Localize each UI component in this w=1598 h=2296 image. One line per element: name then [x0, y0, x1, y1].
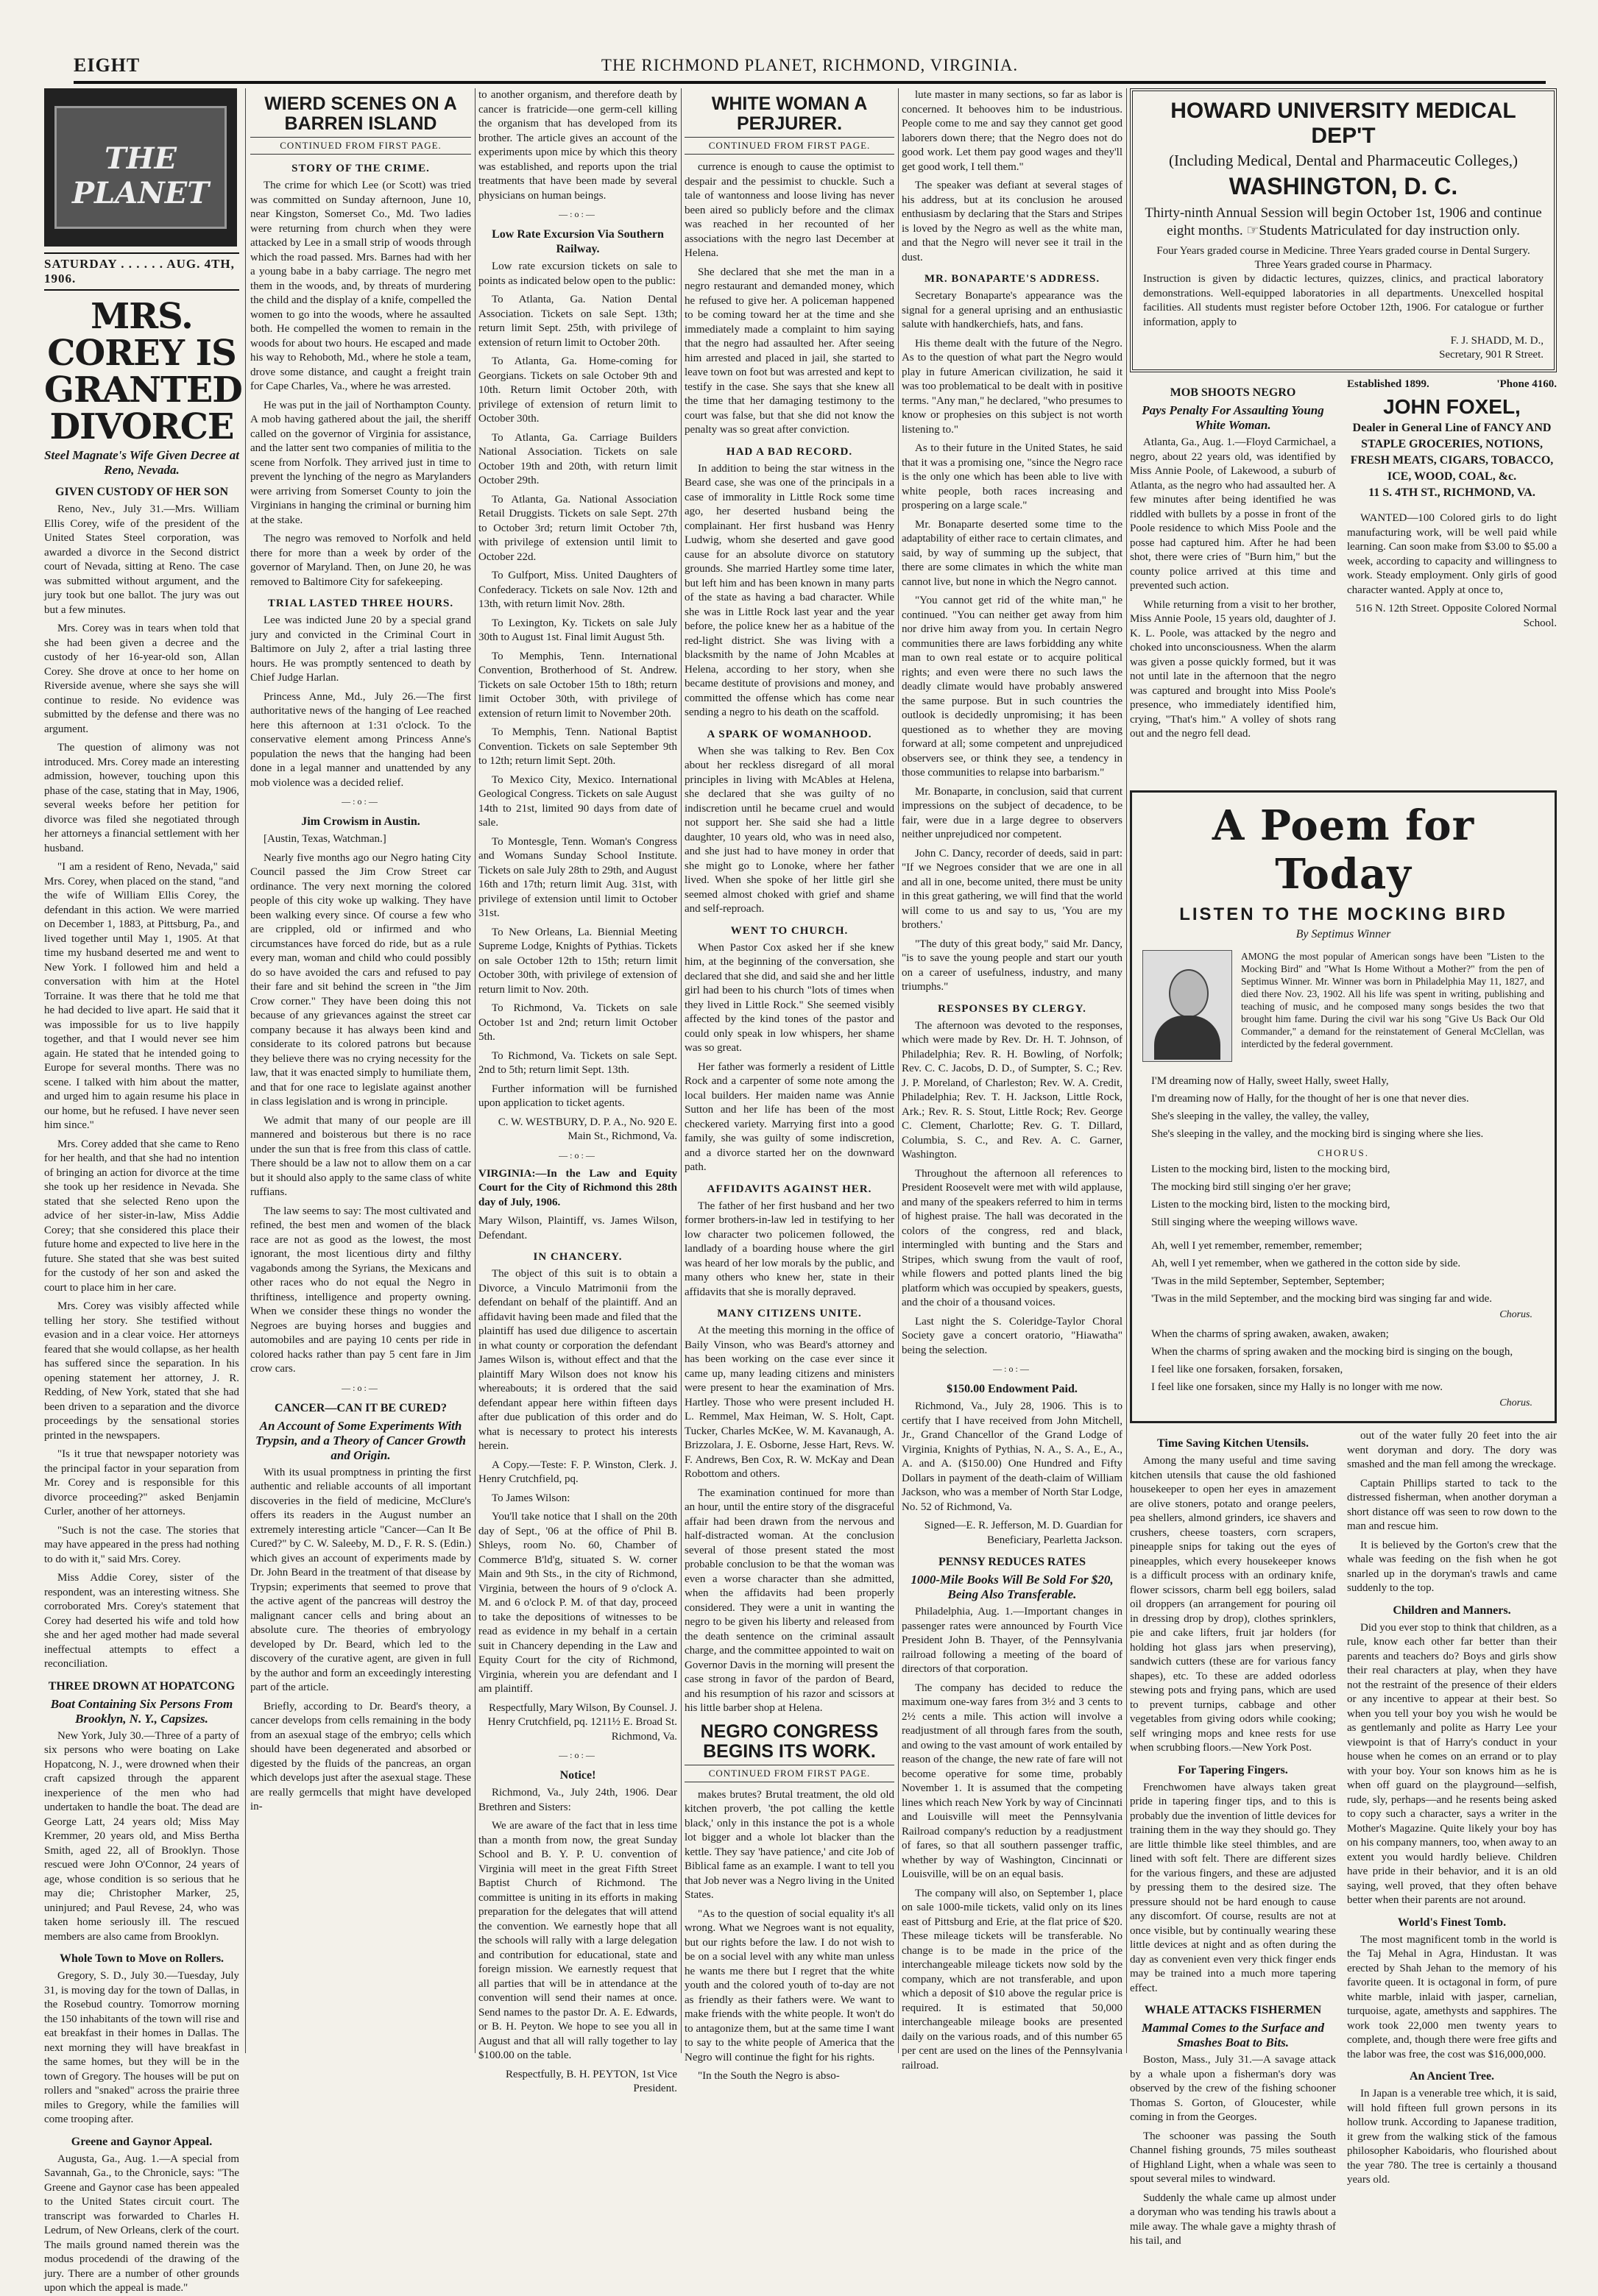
paragraph: The question of alimony was not introduced. Mrs. Corey made an interesting admission, however, touching upon this phase of the case, stating that in May, 1906, several weeks before her petition for divorce was filed she negotiated through her attorneys a financial settlement with her husband. — [44, 742, 239, 854]
column-1 — [44, 88, 242, 2294]
paragraph: Suddenly the whale came up almost under a doryman who was tending his trawls about a mile away. The whale gave a mighty thrash of his tail, and — [1130, 2192, 1336, 2247]
verse-line: I feel like one forsaken, forsaken, forsaken, — [1151, 1364, 1343, 1375]
paragraph: She declared that she met the man in a negro restaurant and demanded money, which he refused to give her. A policeman happened to be coming toward her at the time and she immediately made a complaint to him saying that the negro had assaulted her. After seeing him arrested and placed in jail, she started to leave town on foot but was arrested and kept to testify in the case. She says that she knew all the time that her damaging testimony to the court was false, but that she did not know the penalty was so great after conviction. — [685, 266, 894, 436]
headline-drowned: THREE DROWN AT HOPATCONG — [48, 1679, 236, 1693]
paragraph: The law seems to say: The most cultivated and refined, the best men and women of the black race are not as good as the lowest, the most ignorant, the most licentious dirty and filthy vagabonds among the Syrians, the Mexicans and other races who do not equal the Negro in thriftiness, intelligence and property owning. When we consider these things no wonder the Negroes are buying horses and buggies and automobiles and are paying 10 cents per ride in colored hacks rather than pay 5 cent fare in Jim crow cars. — [250, 1205, 471, 1375]
poem-intro: AMONG the most popular of American songs have been "Listen to the Mocking Bird" and "What Is Home Without a Mother?" from the pen of Septimus Winner. Mr. Winner was born in Philadelphia May 11, 1827, and died there Nov. 23, 1902. All his life was spent in writing, publishing and teaching of music, and he composed many songs besides the two that brought him fame. During the civil war his song "Give Us Back Our Old Commander," a demand for the reinstatement of General McClellan, was interdicted by the federal government. — [1241, 951, 1544, 1049]
separator: —:o:— — [559, 1149, 597, 1161]
column-rule — [245, 88, 246, 2053]
ad-body: Instruction is given by didactic lectures, quizzes, clinics, and practical laboratory demonstrations. Well-equipped laboratories in all departments. Unexcelled hospital facilities. All students must register before October 12th, 1906. For catalogue or further information, apply to — [1143, 273, 1544, 328]
article-mob — [1130, 378, 1336, 746]
paragraph: Philadelphia, Aug. 1.—Important changes in passenger rates were announced by Fourth Vice President John B. Thayer, of the Pennsylvania railroad following a meeting of the board of directors of that corporation. — [902, 1606, 1123, 1675]
foxel-address: 11 S. 4TH ST., RICHMOND, VA. — [1368, 486, 1535, 499]
bottom-left — [1130, 1429, 1336, 2253]
paragraph: A Copy.—Teste: F. P. Winston, Clerk. J. Henry Crutchfield, pq. — [478, 1459, 677, 1485]
paragraph: makes brutes? Brutal treatment, the old old kitchen proverb, 'the pot calling the kettle black,' only in this instance the pot is a whole lot bigger and a whole lot blacker than the kettle. They say 'have patience,' and cite Job of Biblical fame as an example. I want to tell you that Job never was a Negro living in the United States. — [685, 1788, 894, 1901]
paragraph: Captain Phillips started to tack to the distressed fisherman, when another doryman a short distance off was seen to row down to the man and rescue him. — [1347, 1477, 1557, 1532]
foxel-topline — [1347, 378, 1557, 391]
portrait-face — [1169, 969, 1209, 1018]
article-congress — [685, 1788, 894, 2084]
paragraph: Miss Addie Corey, sister of the respondent, was an interesting witness. She corroborated Mrs. Corey's statement that Corey had deserted his wife and told how she and her aged mother had made several ineffectual attempts to effect a reconciliation. — [44, 1572, 239, 1670]
column-5 — [902, 88, 1123, 2072]
verse-line: Listen to the mocking bird, listen to the mocking bird, — [1151, 1163, 1390, 1175]
logo-text: THE PLANET — [71, 141, 210, 210]
separator: —:o:— — [342, 1382, 380, 1393]
paragraph: To Atlanta, Ga. Home-coming for Georgians. Tickets on sale October 9th and 10th. Return limit October 20th, with privilege of extension of return limit to October 30th. — [478, 355, 677, 425]
headline-negro-congress: NEGRO CONGRESS BEGINS ITS WORK. — [700, 1721, 879, 1762]
paragraph: New York, July 30.—Three of a party of six persons who were boating on Lake Hopatcong, N. J., were drowned when their craft capsized through the apparent inexperience of the men who had undertaken to handle the boat. The dead are George Latt, 24 years old; Miss May Kremmer, 20 years old, and Miss Bertha Smith, aged 22, all of Brooklyn. Those rescued were John O'Connor, 24 years of age, whose condition is so serious that he may die; Christopher Marker, 25, uninjured; and Paul Revese, 24, who was taken home seriously ill. The rescued members are also came from Brooklyn. — [44, 1729, 239, 1943]
paragraph: To New Orleans, La. Biennial Meeting Supreme Lodge, Knights of Pythias. Tickets on sale October 12th to 15th; return limit October 30th, with privilege of extension of return limit to Nov. 20th. — [478, 926, 677, 996]
separator: —:o:— — [993, 1364, 1031, 1374]
subhead-corey: GIVEN CUSTODY OF HER SON — [55, 486, 228, 498]
paragraph: The most magnificent tomb in the world is the Taj Mehal in Agra, Hindustan. It was erected by Shah Jehan to the memory of his favorite queen. It is octagonal in form, of pure white marble, inlaid with jasper, carnelian, turquoise, agate, amethysts and sapphires. The work took 22,000 men twenty years to complete, and, though there were free gifts and the labor was free, the cost was $16,000,000. — [1347, 1933, 1557, 2061]
article-responses — [902, 1019, 1123, 1358]
masthead: THE RICHMOND PLANET, RICHMOND, VIRGINIA. — [601, 56, 1019, 74]
signature-peyton: Respectfully, B. H. PEYTON, 1st Vice President. — [506, 2068, 677, 2094]
article-story — [250, 179, 471, 589]
paragraph: The examination continued for more than an hour, until the entire story of the disgraceful affair had been drawn from the nervous and half-distracted woman. At the conclusion several of those present stated the most probable conclusion to be that the woman was even a worse character than she admitted, when the affidavits had been properly considered. They were a unit in wanting the negro to be given his liberty and released from the death sentence on the criminal assault charge, and the committee appointed to wait on Governor Davis in the morning will present the case strong in favor of the pardon of Beard, and his resumption of his razor and scissors at his little barber shop at Helena. — [685, 1487, 894, 1714]
mid-section — [1130, 378, 1557, 790]
article-jim-crow — [250, 832, 471, 1377]
headline-wierd-scenes: WIERD SCENES ON A BARREN ISLAND — [264, 93, 457, 134]
paragraph: "As to the question of social equality it's all wrong. What we Negroes want is not equality, but our rights before the law. I do not wish to be on a social level with any white man unless he wants me there but I regret that the white youth and the colored youth of to-day are not as friendly as their fathers were. We want to make friends with the white people. It won't do to antagonize them, but at the same time I want to say to the white people of America that the Negro will continue the fight for his rights. — [685, 1907, 894, 2063]
headline-tomb: World's Finest Tomb. — [1397, 1916, 1507, 1929]
article-whale — [1130, 2053, 1336, 2249]
headline-endowment: $150.00 Endowment Paid. — [947, 1383, 1078, 1395]
ad-howard-university — [1130, 88, 1557, 372]
subhead-responses: RESPONSES BY CLERGY. — [938, 1002, 1086, 1015]
paragraph: To Atlanta, Ga. National Association Retail Druggists. Tickets on sale Sept. 27th to October 3rd; return limit October 7th, with privilege of extension until limit to October 22d. — [478, 493, 677, 563]
ad-wanted-address: 516 N. 12th Street. Opposite Colored Normal School. — [1355, 603, 1557, 629]
legal-heading: VIRGINIA:—In the Law and Equity Court for the City of Richmond this 28th day of July, 1906. — [478, 1167, 677, 1208]
foxel-name: JOHN FOXEL, — [1383, 395, 1521, 418]
paragraph: To Mexico City, Mexico. International Geological Congress. Tickets on sale August 14th to 21st, limited 90 days from date of sale. — [478, 773, 677, 829]
verse-line: 'Twas in the mild September, September, September; — [1151, 1275, 1385, 1287]
verse-line: Listen to the mocking bird, listen to the mocking bird, — [1151, 1199, 1390, 1211]
article-spark — [685, 745, 894, 917]
paragraph: With its usual promptness in printing the first authentic and reliable accounts of all important discoveries in the field of medicine, McClure's offers its readers in the August number an extremely interesting article "Cancer—Can It Be Cured?" by C. W. Saleeby, M. D., F. R. S. (Edin.) which gives an account of experiments made by Dr. John Beard in the treatment of that disease by Trypsin; experiments that seemed to prove that the active agent of the pancreas will destroy the malignant cancer cells and bring about an absolute cure. The theories of embryology developed by Dr. Beard, which led to the discovery of the curative agent, are given in full by the author and form an exceedingly interesting part of the article. — [250, 1466, 471, 1693]
article-church — [685, 941, 894, 1175]
subhead-affidavits: AFFIDAVITS AGAINST HER. — [707, 1183, 872, 1195]
headline-fingers: For Tapering Fingers. — [1178, 1763, 1288, 1776]
paragraph: You'll take notice that I shall on the 20th day of Sept., '06 at the office of Phil B. Shleys, room No. 60, Chamber of Commerce B'ld'g, situated S. W. corner Main and 9th Sts., in the city of Richmond, Virginia, between the hours of 9 o'clock A. M. and 6 o'clock P. M. of that day, proceed to take the depositions of witnesses to be read as evidence in my behalf in a certain suit in Chancery depending in the Law and Equity Court for the city of Richmond, Virginia, wherein you are defendant and I am plaintiff. — [478, 1511, 677, 1695]
column-4 — [685, 88, 894, 2082]
article-endowment — [902, 1400, 1123, 1514]
paragraph: His theme dealt with the future of the Negro. As to the question of what part the Negro would play in future American civilization, he said it was too problematical to be dealt with in positive terms. "Any man," he declared, "who presumes to know or prophesies on this subject is not worth listening to." — [902, 337, 1123, 436]
article-perjurer — [685, 160, 894, 438]
paragraph: To Lexington, Ky. Tickets on sale July 30th to August 1st. Final limit August 5th. — [478, 617, 677, 643]
bottom-right — [1347, 1429, 1557, 2192]
chorus-label: CHORUS. — [1318, 1147, 1369, 1158]
headline-children: Children and Manners. — [1393, 1604, 1511, 1617]
verse-line: She's sleeping in the valley, and the mocking bird is singing where she lies. — [1151, 1128, 1484, 1140]
verse-line: I'M dreaming now of Hally, sweet Hally, sweet Hally, — [1151, 1075, 1389, 1087]
subhead-chancery: IN CHANCERY. — [533, 1251, 623, 1263]
headline-whale: WHALE ATTACKS FISHERMEN — [1144, 2004, 1322, 2016]
paragraph: To Montesgle, Tenn. Woman's Congress and Womans Sunday School Institute. Tickets on sale July 28th to 29th, and August 16th and 17th; return limit Aug. 31st, with privilege of extension until limit to October 31st. — [478, 835, 677, 919]
verse-line: When the charms of spring awaken, awaken, awaken; — [1151, 1328, 1389, 1340]
paragraph: Mrs. Corey added that she came to Reno for her health, and that she had no intention of bringing an action for divorce at the time she took up her residence in Nevada. She stated that she selected Reno upon the advice of her sister-in-law, Miss Addie Corey; that she considered this place their future home and expected to live here in the future. She stated that she was best suited for the custody of her son and asked the court to place him in her care. — [44, 1138, 239, 1294]
paragraph: To Richmond, Va. Tickets on sale Sept. 2nd to 5th; return limit Sept. 13th. — [478, 1049, 677, 1076]
paragraph: Mr. Bonaparte, in conclusion, said that current impressions on the subject of decadence, to be fair, were due in a large degree to observers neither unprejudiced nor competent. — [902, 785, 1123, 840]
article-greene: Augusta, Ga., Aug. 1.—A special from Savannah, Ga., to the Chronicle, says: "The Greene and Gaynor case has been appealed to the United States circuit court. The transcript was forwarded to Charles H. Ledrum, of New Orleans, clerk of the court. The mails ground named therein was the modus procedendi of the drawing of the jury. There are a number of other grounds upon which the appeal is made." — [44, 2152, 239, 2294]
paragraph: Nearly five months ago our Negro hating City Council passed the Jim Crow Street car ordinance. The very next morning the colored people of this city woke up walking. They have been walking every since. Of course a few who are crippled, old or infirmed and who circumstances have forced do ride, but as a rule every man, woman and child who could possibly do so have avoided the cars and refused to pay their fare and sit behind the screen in "the Jim Crow corner." They have been doing this not because of any grievances against the street car company because it has always been kind and considerate to its colored patrons but because they believe there was no crying necessity for the law, that it was enacted simply to humiliate them, and that for one race to legislate against another in class legislation and is wrong in principle. — [250, 851, 471, 1108]
deck-whale: Mammal Comes to the Surface and Smashes Boat to Bits. — [1142, 2021, 1324, 2049]
continued-label: CONTINUED FROM FIRST PAGE. — [685, 137, 894, 155]
paragraph: "I am a resident of Reno, Nevada," said Mrs. Corey, when placed on the stand, "and the wife of William Ellis Corey, the defendant in this action. We were married on December 1, 1883, at Pittsburg, Pa., and lived together until May 1, 1905. At that time my husband deserted me and went to New York. I followed him and held a conversation with him at the Hotel Torraine. It was there that he told me that he had decided to live apart. He said that it was impossible for us to live happily together, and that I would never see him again. He stated that he intended going to Europe for several months. There was no scene. I talked with him about the matter, and urged him to again resume his place in our home, but he refused. I have never seen him since." — [44, 861, 239, 1131]
column-2 — [250, 88, 471, 2053]
signature-chancery: Respectfully, Mary Wilson, By Counsel. J. Henry Crutchfield, pq. 1211½ E. Broad St. Richmond, Va. — [487, 1701, 677, 1743]
headline-cancer: CANCER—CAN IT BE CURED? — [275, 1401, 447, 1414]
verse-line: I feel like one forsaken, since my Hally is no longer with me now. — [1151, 1381, 1443, 1393]
ad-session: Thirty-ninth Annual Session will begin October 1st, 1906 and continue eight months. ☞Students Matriculated for day instruction only. — [1145, 205, 1542, 238]
verse-line: She's sleeping in the valley, the valley, the valley, — [1151, 1110, 1369, 1122]
paragraph: To Atlanta, Ga. Carriage Builders National Association. Tickets on sale October 19th and 20th, with return limit October 29th. — [478, 431, 677, 486]
poem-verse-3 — [1142, 1327, 1544, 1395]
article-cancer — [250, 1466, 471, 1815]
paragraph: The company will also, on September 1, place on sale 1000-mile tickets, valid only on its lines east of Pittsburg and Erie, at the flat price of $20. These mileage tickets will be transferable. No change is to be made in the price of the interchangeable mileage tickets now sold by the company, which are not transferable, and upon which a deposit of $10 above the regular price is required. It is estimated that 50,000 interchangeable mileage books are presented daily on the various roads, and of this number 65 per cent are used on the lines of the Pennsylvania railroad. — [902, 1887, 1123, 2072]
paragraph: At the meeting this morning in the office of Baily Vinson, who was Beard's attorney and has been working on the case ever since it came up, many leading citizens and ministers were present to hear the examination of Mrs. Hartley. Those who were present included H. L. Remmel, Max Heiman, W. S. Holt, Capt. Tucker, Charles McKee, W. M. Kavanaugh, A. Brizzolara, J. E. Osborne, Jesse Hart, Revs. W. F. Andrews, Ben Cox, R. W. McKay and Dean Robottom and others. — [685, 1325, 894, 1480]
deck-mob: Pays Penalty For Assaulting Young White Woman. — [1142, 403, 1324, 432]
article-whale-cont — [1347, 1429, 1557, 1596]
paragraph: "The duty of this great body," said Mr. Dancy, "is to save the young people and start our youth on a career of usefulness, industry, and many triumphs." — [902, 938, 1123, 993]
paragraph: To Memphis, Tenn. National Baptist Convention. Tickets on sale September 9th to 12th; return limit Sept. 20th. — [478, 726, 677, 767]
ad-wanted: WANTED—100 Colored girls to do light manufacturing work, will be well paid while learning. Can soon make from $3.00 to $5.00 a week, according to capacity and willingness to work. Steady employment. Only girls of good character wanted. Apply at once to, — [1347, 512, 1557, 596]
article-cancer-cont: to another organism, and therefore death by cancer is fratricide—one germ-cell killing the organism that has developed from its brother. The article gives an account of the experiments upon mice by which this theory was established, and reports upon the trial treatments that have been made by several physicians on human beings. — [478, 89, 677, 202]
planet-logo — [44, 88, 237, 247]
paragraph: The father of her first husband and her two former brothers-in-law led in testifying to her low character two policemen followed, the landlady of a boarding house where the girl was heard of her low morals by the public, and many others who knew her, state in their affidavits that she is morally depraved. — [685, 1200, 894, 1298]
bottom-section — [1130, 1429, 1557, 2247]
ad-signer-title: Secretary, 901 R Street. — [1439, 349, 1544, 361]
article-fingers — [1130, 1781, 1336, 1996]
deck-corey: Steel Magnate's Wife Given Decree at Reno, Nevada. — [44, 448, 239, 477]
paragraph: currence is enough to cause the optimist to despair and the pessimist to chuckle. Such a tale of wantonness and loose living has never been aired so publicly before and the climax was reached in her recounted of her associations with the negro last December at Helena. — [685, 161, 894, 259]
article-unite — [685, 1324, 894, 1716]
subhead-story: STORY OF THE CRIME. — [291, 163, 430, 174]
article-children — [1347, 1621, 1557, 1908]
paragraph: Richmond, Va., July 28, 1906. This is to certify that I have received from John Mitchell, Jr., Grand Chancellor of the Grand Lodge of Virginia, Knights of Pythias, N. A., S. A., E., A., A. and A. ($150.00) One Hundred and Fifty Dollars in payment of the death-claim of William Jackson, who was a member of North Star Lodge, No. 52 of Richmond, Va. — [902, 1400, 1123, 1513]
paragraph: To Atlanta, Ga. Nation Dental Association. Tickets on sale Sept. 13th; return limit Sept. 25th, with privilege of extension of return limit to October 20th. — [478, 294, 677, 349]
paragraph: "Is it true that newspaper notoriety was the principal factor in your separation from Mr. Corey and is responsible for this divorce proceeding?" asked Benjamin Curler, another of her attorneys. — [44, 1448, 239, 1517]
article-kitchen — [1130, 1454, 1336, 1756]
ad-subtitle: (Including Medical, Dental and Pharmaceutic Colleges,) — [1168, 152, 1519, 169]
paragraph: When she was talking to Rev. Ben Cox about her reckless disregard of all moral principles in living with McAbles at Helena, she declared that she was guilty of no indiscretion until he became cruel and would not support her. She said she had a little daughter, 10 years old, who was in need also, and she just had to have money in order that she might go to Lonoke, where her father lived. When she spoke of her little girl she seemed almost choked with grief and shame and self-reproach. — [685, 745, 894, 915]
headline-mob: MOB SHOOTS NEGRO — [1170, 386, 1296, 399]
subhead-record: HAD A BAD RECORD. — [726, 445, 853, 458]
continued-label: CONTINUED FROM FIRST PAGE. — [685, 1765, 894, 1782]
legal-parties: Mary Wilson, Plaintiff, vs. James Wilson, Defendant. — [478, 1215, 677, 1241]
paragraph: Low rate excursion tickets on sale to points as indicated below open to the public: — [478, 261, 677, 287]
paragraph: Throughout the afternoon all references to President Roosevelt were met with wild applause, and many of the speakers referred to him in terms of highest praise. The hall was decorated in the colors of the congress, red and black, intermingled with bunting and the Stars and Stripes, which swung from the vault of roof, while flowers and potted plants lined the big platform which was occupied by speakers, guests, and the choir of a thousand voices. — [902, 1167, 1123, 1308]
headline-greene: Greene and Gaynor Appeal. — [71, 2135, 213, 2148]
page-header — [74, 54, 1546, 81]
poem-verse-2 — [1142, 1239, 1544, 1306]
paragraph: Further information will be furnished upon application to ticket agents. — [478, 1083, 677, 1109]
poem-section-title: A Poem for Today — [1212, 801, 1475, 899]
ad-city: WASHINGTON, D. C. — [1228, 173, 1458, 199]
article-drowned — [44, 1729, 239, 1945]
ad-signer: F. J. SHADD, M. D., — [1450, 335, 1544, 347]
foxel-description: Dealer in General Line of FANCY AND STAPLE GROCERIES, NOTIONS, FRESH MEATS, CIGARS, TOBACCO, ICE, WOOD, COAL, &c. — [1350, 422, 1554, 483]
paragraph: Briefly, according to Dr. Beard's theory, a cancer develops from cells remaining in the body from an asexual stage of the embryo; cells which should have been degenerated and absorbed or digested by the fluids of the pancreas, an organ which develops just after the asexual stage. These are really germcells that might have developed in- — [250, 1700, 471, 1813]
headline-jim-crow: Jim Crowism in Austin. — [301, 815, 420, 828]
column-rule — [681, 88, 682, 2053]
poem-chorus — [1142, 1162, 1544, 1230]
foxel-phone: 'Phone 4160. — [1496, 378, 1557, 390]
paragraph: Reno, Nev., July 31.—Mrs. William Ellis Corey, wife of the president of the United States Steel corporation, was awarded a divorce in the Second district court of Nevada, sitting at Reno. The case was submitted without argument, and the jury took but one ballot. The jury was out but a few minutes. — [44, 503, 239, 616]
column-3 — [478, 88, 677, 2094]
paragraph: lute master in many sections, so far as labor is concerned. It behooves him to be industrious. People come to me and say they cannot get good laborers down there; that the Negro does not do good work. Let them pay good wages and they'll get good work, I tell them." — [902, 89, 1123, 173]
headline-tree: An Ancient Tree. — [1409, 2070, 1495, 2083]
subhead-unite: MANY CITIZENS UNITE. — [717, 1308, 862, 1319]
article-whole-town: Gregory, S. D., July 30.—Tuesday, July 31, is moving day for the town of Dallas, in the Rosebud country. Tomorrow morning the 150 inhabitants of the town will rise and eat breakfast in their homes in Dallas. The next morning they will have breakfast in the same homes, but they will be in the town of Gregory. The houses will be put on rollers and "snaked" across the prairie three miles to Gregory, while the families will come trooping after. — [44, 1970, 239, 2125]
paragraph: Richmond, Va., July 24th, 1906. Dear Brethren and Sisters: — [478, 1787, 677, 1813]
paragraph: Princess Anne, Md., July 26.—The first authoritative news of the hanging of Lee reached here this afternoon at 1:31 o'clock. To the conservative element among Princess Anne's population the news that the hanging had been done in a legal manner and unattended by any mob violence was a decided relief. — [250, 690, 471, 789]
paragraph: "Such is not the case. The stories that may have appeared in the press had nothing to do with it," said Mrs. Corey. — [44, 1524, 239, 1565]
column-6 — [1130, 88, 1557, 2247]
paragraph: Her father was formerly a resident of Little Rock and a carpenter of some note among the local builders. Her maiden name was Annie Sutton and her life has been of the most checkered variety. Marrying first into a good family, she was guilty of some indiscretion, and a divorce started her on the downward path. — [685, 1060, 894, 1173]
paragraph: Frenchwomen have always taken great pride in tapering finger tips, and to this is probably due the invention of little devices for training them in the way they should go. They are little thimble like steel thimbles, and are lined with soft felt. There are different sizes for the various fingers, and these are adjusted by pressing them to the desired size. The pressure should not be hard enough to cause any discomfort. Of course, results are not at once visible, but by continually wearing these little devices at night and as often during the day as convenient even very thick finger ends may be trained into a much more tapering effect. — [1130, 1781, 1336, 1994]
article-mob-body — [1130, 436, 1336, 742]
article-tree — [1347, 2087, 1557, 2188]
verse-line: Ah, well I yet remember, remember, remember; — [1151, 1240, 1362, 1252]
paragraph: Among the many useful and time saving kitchen utensils that cause the old fashioned housekeeper to open her eyes in amazement are olive stoners, potato and orange peelers, pea shellers, almond grinders, ice shavers and crushers, cheese toasters, corn scrapers, pineapple snips for taking out the eyes of pineapples, which every housekeeper knows is a difficult process with an ordinary knife, flower scissors, charm bell egg boilers, salad oil droppers (an arrangement for pouring oil in dressing drop by drop), clothes sprinklers, pie and cake lifters, fruit jar holders (for holding hot glass jars when preserving), sandwich cutters (these are for various fancy shapes), etc. To these are added odorless stewing pots and frying pans, which are used to prevent turnips, cabbage and other vegetables from giving odors while cooking; self wringing mops and knee rests for use when scrubbing floors.—New York Post. — [1130, 1455, 1336, 1754]
paragraph: In addition to being the star witness in the Beard case, she was one of the principals in a case of immorality in Little Rock some time ago, her deserted husband being the complainant. Her first husband was Henry Ludwig, whom she deserted and gave good cause for an absolute divorce on statutory grounds. She married Hartley some time later, but left him and has been known in many parts of the state as having a bad character. While she was in Little Rock last year and the year before, the police knew her as a habitue of the red-light district. She was living with a blacksmith by the name of John Mcables at Helena, according to her story, when she became destitute of provisions and money, and committed the offense which has come near sending a negro to his death on the scaffold. — [685, 462, 894, 718]
article-corey — [44, 503, 239, 1672]
paragraph: Mrs. Corey was in tears when told that she had been given a decree and the custody of her 16-year-old son, Allan Corey. She drove at once to her home on Riverside avenue, where she says she will continue to reside. No evidence was submitted by the defense and there was no argument. — [44, 623, 239, 735]
paragraph: "In the South the Negro is abso- — [698, 2070, 840, 2082]
article-chancery — [478, 1267, 677, 1697]
foxel-established: Established 1899. — [1347, 378, 1429, 390]
verse-line: When the charms of spring awaken and the mocking bird is singing on the bough, — [1151, 1346, 1513, 1358]
headline-notice: Notice! — [559, 1769, 596, 1782]
deck-pennsy: 1000-Mile Books Will Be Sold For $20, Being Also Transferable. — [911, 1573, 1114, 1601]
headline-whole-town: Whole Town to Move on Rollers. — [59, 1952, 225, 1965]
paragraph: While returning from a visit to her brother, Miss Annie Poole, 15 years old, daughter of J. K. L. Poole, was attacked by the negro and choked into unconsciousness. When the alarm was given a posse quickly formed, but it was not until late in the afternoon that the negro was captured and brought into Miss Poole's presence, who immediately identified him, crying, "That's him." A volley of shots rang out and the negro fell dead. — [1130, 598, 1336, 740]
paragraph: Secretary Bonaparte's appearance was the signal for a general uprising and an enthusiastic salute with handkerchiefs, hats, and fans. — [902, 290, 1123, 330]
article-congress-cont — [902, 88, 1123, 265]
header-rule — [74, 81, 1546, 84]
paragraph: To James Wilson: — [492, 1492, 570, 1504]
page-number: EIGHT — [74, 54, 141, 76]
paragraph: [Austin, Texas, Watchman.] — [264, 833, 386, 845]
paragraph: The crime for which Lee (or Scott) was tried was committed on Sunday afternoon, June 10, near Kingston, Somerset Co., Md. Two ladies were returning from church when they were attacked by Lee in a small strip of woods through which the road passed. Mrs. Barnes had with her a young babe in a baby carriage. The negro met them in the woods, and, by threats of murdering the child and the display of a knife, compelled the women to go into the woods, where he assaulted both. He compelled the women to remain in the woods for about two hours. He escaped and made his way to Rehoboth, Md., where he stole a team, drove some distance, and caught a freight train for Cape Charles, Va., where he was arrested. — [250, 180, 471, 392]
chorus-ref: Chorus. — [1499, 1309, 1532, 1320]
continued-label: CONTINUED FROM FIRST PAGE. — [250, 137, 471, 155]
paragraph: He was put in the jail of Northampton County. A mob having gathered about the jail, the sheriff called on the governor of Virginia for assistance, and the latter sent two companies of militia to the scene from Norfolk. They arrived just in time to prevent the lynching of the negro as Marylanders were arriving from Somerset County to join the Virginians in hanging the criminal or burning him at the stake. — [250, 399, 471, 526]
subhead-bonaparte: MR. BONAPARTE'S ADDRESS. — [924, 273, 1100, 285]
paragraph: out of the water fully 20 feet into the air went doryman and dory. The dory was smashed and the man fell among the wreckage. — [1347, 1430, 1557, 1470]
paragraph: We admit that many of our people are ill mannered and boisterous but there is no race under the sun that is free from this class of cattle. There should be a law not to allow them on a car but it should also apply to the same class of white ruffians. — [250, 1114, 471, 1198]
poem-title: LISTEN TO THE MOCKING BIRD — [1179, 904, 1507, 924]
chorus-ref: Chorus. — [1499, 1397, 1532, 1409]
subhead-spark: A SPARK OF WOMANHOOD. — [707, 728, 872, 740]
ad-title: HOWARD UNIVERSITY MEDICAL DEP'T — [1170, 99, 1516, 148]
paragraph: The schooner was passing the South Channel fishing grounds, 75 miles southeast of Highland Light, when a whale was seen to spout several miles to windward. — [1130, 2130, 1336, 2185]
separator: —:o:— — [559, 1750, 597, 1760]
article-pennsy — [902, 1605, 1123, 2073]
paragraph: When Pastor Cox asked her if she knew him, at the beginning of the conversation, she declared that she did, and said she and her little girl had been to his church "lots of times when they lived in Little Rock." She seemed visibly affected by the kind tones of the pastor and could only speak in low whispers, her shame was so great. — [685, 941, 894, 1054]
headline-corey: MRS. COREY IS GRANTED DIVORCE — [44, 296, 242, 447]
paragraph: We are aware of the fact that in less time than a month from now, the great Sunday School and B. Y. P. U. convention of Virginia will meet in the great Fifth Street Baptist Church of Richmond. The committee is uniting in its efforts in making preparation for the delegates that will attend the convention. We earnestly hope that all the schools will rally with a large delegation and contribution for educational, state and foreign mission. We earnestly request that all parties that will be in attendance at the convention will send their names at once. Send names to the pastor Dr. A. E. Edwards, or B. H. Peyton. We hope to see you all in August and that all will rally together to lay $100.00 on the table. — [478, 1820, 677, 2061]
article-trial — [250, 614, 471, 790]
separator: —:o:— — [342, 796, 380, 807]
paragraph: The company has decided to reduce the maximum one-way fares from 3½ and 3 cents to 2½ cents a mile. This action will involve a readjustment of all through fares from the south, and owing to the vast amount of work entailed by reason of the change, the new rate of fare will not become operative for some time, probably November 1. It is assumed that the competing lines which reach New York by way of Cincinnati and Louisville will meet the Pennsylvania Railroad company's reduction by a readjustment of fares, so that all southern passenger traffic, whether by way of Washington, Cincinnati or Louisville, will be on an equal basis. — [902, 1682, 1123, 1880]
verse-line: 'Twas in the mild September, and the mocking bird was singing far and wide. — [1151, 1293, 1493, 1305]
deck-cancer: An Account of Some Experiments With Trypsin, and a Theory of Cancer Growth and Origin. — [255, 1418, 467, 1462]
subhead-church: WENT TO CHURCH. — [730, 924, 849, 937]
headline-kitchen: Time Saving Kitchen Utensils. — [1157, 1437, 1309, 1450]
paragraph: To Gulfport, Miss. United Daughters of Confederacy. Tickets on sale Nov. 12th and 13th, with return limit Nov. 28th. — [478, 570, 677, 610]
paragraph: To Richmond, Va. Tickets on sale October 1st and 2nd; return limit October 5th. — [478, 1002, 677, 1043]
poem-box — [1130, 790, 1557, 1423]
paragraph: To Memphis, Tenn. International Convention, Brotherhood of St. Andrew. Tickets on sale October 15th to 18th; return limit October 30th, with privilege of extension of return limit to November 20th. — [478, 650, 677, 720]
paragraph: "You cannot get rid of the white man," he continued. "You can neither get away from him nor drive him away from you. In certain Negro communities there are laws forbidding any white man to own real estate or to acquire political rights; and even were there no such laws the deadly climate would have probably answered the same purpose. But in such countries the outlook is decidedly unpromising; it has been questioned as to whether they are moving forward at all; some competent and unprejudiced observers see, or think they see, a tendency in those communities to relapse into barbarism." — [902, 595, 1123, 779]
column-rule — [1126, 88, 1127, 2053]
paragraph: Last night the S. Coleridge-Taylor Choral Society gave a concert oratorio, "Hiawatha" being the selection. — [902, 1315, 1123, 1356]
verse-line: Still singing where the weeping willows wave. — [1151, 1216, 1358, 1228]
headline-excursion: Low Rate Excursion Via Southern Railway. — [492, 228, 664, 255]
ad-courses: Four Years graded course in Medicine. Three Years graded course in Dental Surgery. Three Years graded course in Pharmacy. — [1156, 245, 1530, 271]
paragraph: Boston, Mass., July 31.—A savage attack by a whale upon a fisherman's dory was observed by the crew of the fishing schooner Thomas S. Gorton, of Gloucester, while coming in from the Georges. — [1130, 2054, 1336, 2123]
paragraph: Did you ever stop to think that children, as a rule, know each other far better than their parents and teachers do? Boys and girls show their real characters at play, when they have not the restraint of the presence of their elders or any incentive to appear at their best. So when you tell your boy you wish he would be as gentlemanly and polite as Harry Lee your viewpoint is that of Harry's conduct in your house when he comes on an errand or to play with your boy. Your son knows him as he is when off guard on the playground—selfish, rude, sly, perhaps—and he resents being asked to copy such a character, says a writer in the Mother's Magazine. Quite likely your boy has on his company manners, too, when away to an extent you would hardly believe. Children have pride in their behavior, and it is an old saying, well proved, that they often behave better when their parents are not around. — [1347, 1621, 1557, 1906]
signature-westbury: C. W. WESTBURY, D. P. A., No. 920 E. Main St., Richmond, Va. — [498, 1116, 677, 1142]
paragraph: The object of this suit is to obtain a Divorce, a Vinculo Matrimonii from the defendant on behalf of the plaintiff. And an affidavit having been made and filed that the plaintiff has used due diligence to ascertain in what county or corporation the defendant James Wilson is, without effect and that the plaintiff Mary Wilson does not know his whereabouts; it is ordered that the said defendant appear here within fifteen days after due publication of this order and do what is necessary to protect his interests herein. — [478, 1268, 677, 1452]
ad-foxel — [1347, 378, 1557, 635]
paragraph: As to their future in the United States, he said that it was a promising one, "since the Negro race is the only one which has been able to live with white people, both races increasing and prospering on a large scale." — [902, 442, 1123, 511]
portrait-coat — [1154, 1016, 1220, 1060]
author-portrait — [1142, 950, 1232, 1062]
verse-line: The mocking bird still singing o'er her grave; — [1151, 1181, 1351, 1193]
paragraph: Mr. Bonaparte deserted some time to the adaptability of either race to certain climates, and said, by way of summing up the subject, that there are some climates in which the white man cannot live, but none in which the Negro cannot. — [902, 518, 1123, 588]
paragraph: John C. Dancy, recorder of deeds, said in part: "If we Negroes consider that we are one in all and all in one, become united, there must be unity in this great gathering, we will find that the world will come to us and say to us, 'You are my brothers.' — [902, 847, 1123, 931]
paragraph: It is believed by the Gorton's crew that the whale was feeding on the fish when he got snarled up in the doryman's trawls and came suddenly to the top. — [1347, 1539, 1557, 1594]
poem-verse-1 — [1142, 1074, 1544, 1141]
separator: —:o:— — [559, 209, 597, 219]
verse-line: Ah, well I yet remember, when we gathered in the cotton side by side. — [1151, 1258, 1461, 1269]
deck-drowned: Boat Containing Six Persons From Brooklyn, N. Y., Capsizes. — [50, 1696, 233, 1726]
dateline: SATURDAY . . . . . . AUG. 4TH, 1906. — [44, 252, 239, 291]
poem-byline: By Septimus Winner — [1295, 928, 1391, 940]
paragraph: The speaker was defiant at several stages of his address, but at its conclusion he aroused enthusiasm by declaring that the Stars and Stripes is loved by the Negro as well as the white man, and that the Negro will never see it trail in the dust. — [902, 180, 1123, 263]
article-excursion — [478, 260, 677, 1111]
article-record — [685, 462, 894, 720]
paragraph: The afternoon was devoted to the responses, which were made by Rev. Dr. H. T. Johnson, of Philadelphia; Rev. R. H. Bowling, of Norfolk; Rev. C. C. Jacobs, D. D., of Sumpter, S. C.; Rev. J. P. Moreland, of Charleston; Rev. W. A. Credit, Philadelphia; Rev. T. H. Jackson, Little Rock, Ark.; Rev. R. S. Stout, Little Rock; Rev. George C. Clement, Charlotte; Rev. G. T. Dillard, Columbia, S. C., and Rev. A. C. Garner, Washington. — [902, 1019, 1123, 1161]
headline-perjurer: WHITE WOMAN A PERJURER. — [711, 93, 868, 134]
paragraph: Atlanta, Ga., Aug. 1.—Floyd Carmichael, a negro, about 22 years old, was identified by Miss Annie Poole, of Lakewood, a suburb of Atlanta, as the negro who had assaulted her. A few minutes after being identified he was riddled with bullets by a posse in front of the Poole residence to which Miss Poole and the posse had captured him. After he had been shot, there were cries of "Burn him," but the county police arrived at this time and prevented such action. — [1130, 436, 1336, 592]
subhead-trial: TRIAL LASTED THREE HOURS. — [267, 598, 454, 609]
article-notice — [478, 1786, 677, 2063]
signature-endowment: Signed—E. R. Jefferson, M. D. Guardian for Beneficiary, Pearletta Jackson. — [924, 1520, 1123, 1546]
headline-pennsy: PENNSY REDUCES RATES — [938, 1556, 1086, 1568]
paragraph: The negro was removed to Norfolk and held there for more than a week by order of the governor of Maryland. Then, on June 20, he was removed to Baltimore City for safekeeping. — [250, 533, 471, 588]
paragraph: Mrs. Corey was visibly affected while telling her story. She testified without evasion and in a clear voice. Her attorneys feared that she would collapse, as her health has suffered since the separation. In his opening statement her attorney, J. R. Redding, of New York, stated that she had been driven to a separation and the divorce proceedings by the sensational stories printed in the newspapers. — [44, 1300, 239, 1442]
article-tomb — [1347, 1933, 1557, 2063]
verse-line: I'm dreaming now of Hally, for the thought of her is one that never dies. — [1151, 1093, 1469, 1105]
article-bonaparte — [902, 289, 1123, 995]
column-rule — [898, 88, 899, 2053]
paragraph: Lee was indicted June 20 by a special grand jury and convicted in the Criminal Court in Baltimore on July 2, after a trial lasting three hours. He was promptly sentenced to death by Chief Judge Harlan. — [250, 614, 471, 684]
article-affidavits — [685, 1200, 894, 1300]
paragraph: In Japan is a venerable tree which, it is said, will hold fifteen full grown persons in its hollow trunk. According to Japanese tradition, it grew from the walking stick of the famous philosopher Kaboidaris, who flourished about the year 780. The tree is certainly a thousand years old. — [1347, 2088, 1557, 2186]
